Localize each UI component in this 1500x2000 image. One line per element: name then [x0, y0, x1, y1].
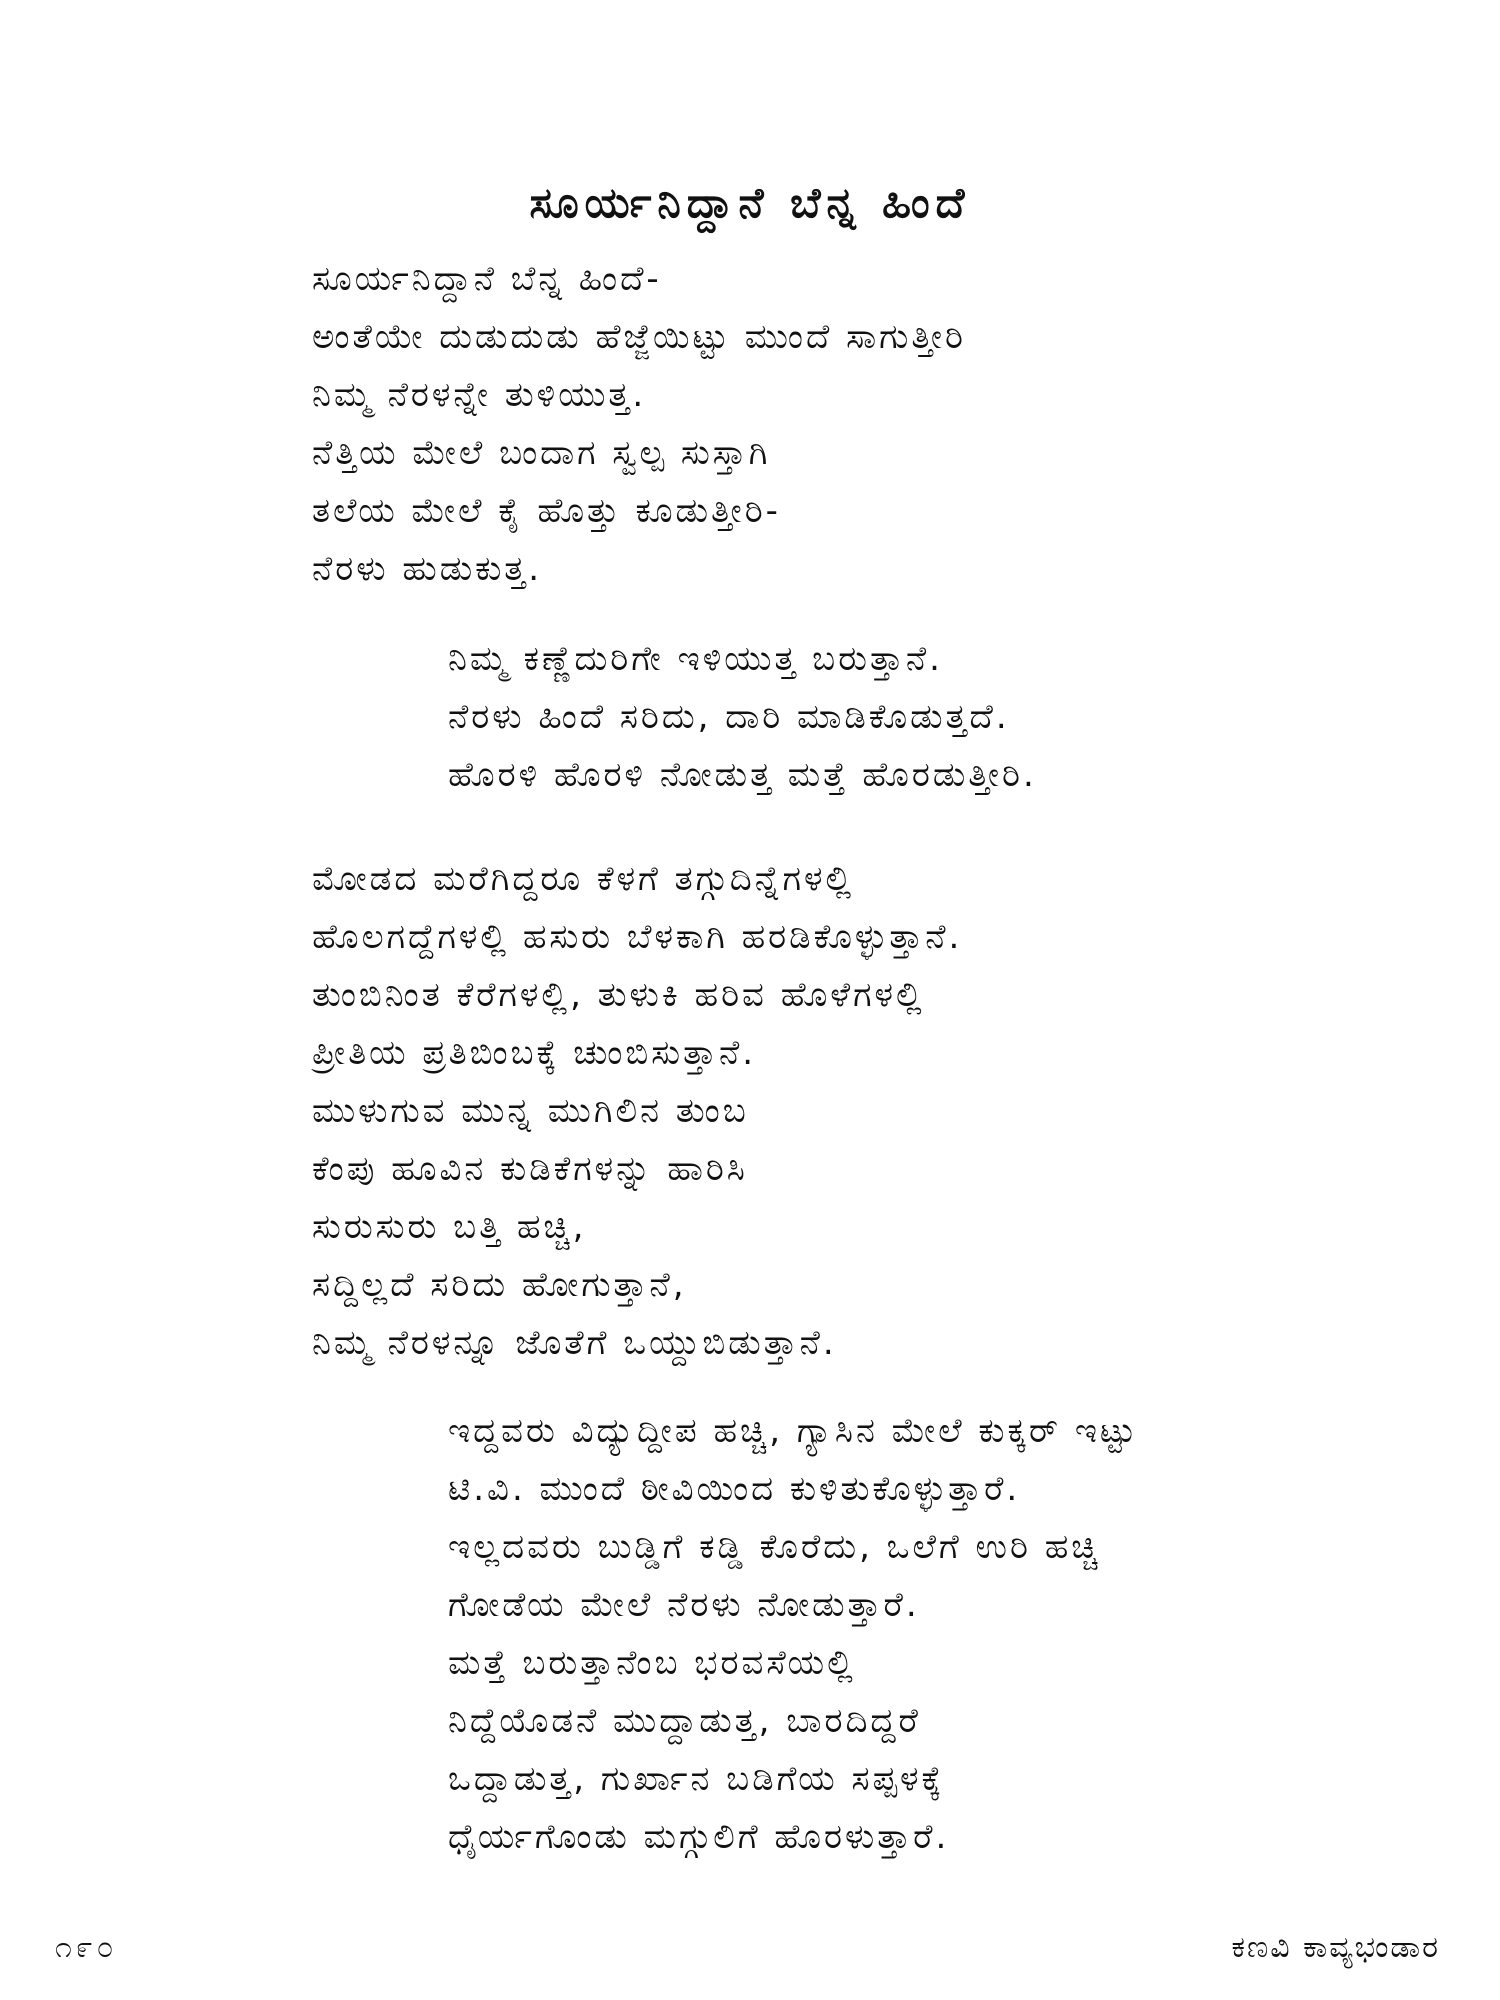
stanza: [312, 850, 962, 1372]
poem-line: ಸದ್ದಿಲ್ಲದೆ ಸರಿದು ಹೋಗುತ್ತಾನೆ,: [312, 1265, 687, 1305]
poem-line: ಗೋಡೆಯ ಮೇಲೆ ನೆರಳು ನೋಡುತ್ತಾರೆ.: [448, 1585, 920, 1625]
poem-line: ಟಿ.ವಿ. ಮುಂದೆ ಠೀವಿಯಿಂದ ಕುಳಿತುಕೊಳ್ಳುತ್ತಾರೆ.: [448, 1469, 1021, 1509]
poem-title: ಸೂರ್ಯನಿದ್ದಾನೆ ಬೆನ್ನ ಹಿಂದೆ: [529, 178, 971, 228]
poem-line: ಇಲ್ಲದವರು ಬುಡ್ಡಿಗೆ ಕಡ್ಡಿ ಕೊರೆದು, ಒಲೆಗೆ ಉರಿ ಹಚ್ಚಿ: [448, 1527, 1101, 1567]
page-number: ೧೯೦: [55, 1930, 118, 1965]
poem-line: ಮತ್ತೆ ಬರುತ್ತಾನೆಂಬ ಭರವಸೆಯಲ್ಲಿ: [448, 1643, 856, 1683]
poem-line: ನಿಮ್ಮ ನೆರಳನ್ನೂ ಜೊತೆಗೆ ಒಯ್ದುಬಿಡುತ್ತಾನೆ.: [312, 1323, 837, 1363]
stanza: [448, 630, 1037, 804]
poem-line: ಇದ್ದವರು ವಿದ್ಯುದ್ದೀಪ ಹಚ್ಚಿ, ಗ್ಯಾಸಿನ ಮೇಲೆ ಕುಕ್ಕರ್ ಇಟ್ಟು: [448, 1411, 1139, 1451]
poem-line: ತುಂಬಿನಿಂತ ಕೆರೆಗಳಲ್ಲಿ, ತುಳುಕಿ ಹರಿವ ಹೊಳೆಗಳಲ್ಲಿ: [312, 975, 925, 1015]
stanza: [448, 1402, 1138, 1866]
poem-line: ನೆರಳು ಹಿಂದೆ ಸರಿದು, ದಾರಿ ಮಾಡಿಕೊಡುತ್ತದೆ.: [448, 697, 1010, 737]
poem-line: ಅಂತೆಯೇ ದುಡುದುಡು ಹೆಜ್ಜೆಯಿಟ್ಟು ಮುಂದೆ ಸಾಗುತ್ತೀರಿ: [312, 317, 967, 357]
poem-line: ತಲೆಯ ಮೇಲೆ ಕೈ ಹೊತ್ತು ಕೂಡುತ್ತೀರಿ-: [312, 491, 781, 531]
poem-line: ಕೆಂಪು ಹೂವಿನ ಕುಡಿಕೆಗಳನ್ನು ಹಾರಿಸಿ: [312, 1149, 748, 1189]
poem-line: ಹೊರಳಿ ಹೊರಳಿ ನೋಡುತ್ತ ಮತ್ತೆ ಹೊರಡುತ್ತೀರಿ.: [448, 755, 1037, 795]
poem-line: ನಿಮ್ಮ ನೆರಳನ್ನೇ ತುಳಿಯುತ್ತ.: [312, 375, 647, 415]
poem-line: ಮೋಡದ ಮರೆಗಿದ್ದರೂ ಕೆಳಗೆ ತಗ್ಗುದಿನ್ನೆಗಳಲ್ಲಿ: [312, 859, 855, 899]
poem-line: ಸುರುಸುರು ಬತ್ತಿ ಹಚ್ಚಿ,: [312, 1207, 587, 1247]
poem-line: ನಿದ್ದೆಯೊಡನೆ ಮುದ್ದಾಡುತ್ತ, ಬಾರದಿದ್ದರೆ: [448, 1701, 921, 1741]
stanza: [312, 250, 966, 598]
poem-line: ನೆರಳು ಹುಡುಕುತ್ತ.: [312, 549, 543, 589]
poem-line: ಸೂರ್ಯನಿದ್ದಾನೆ ಬೆನ್ನ ಹಿಂದೆ-: [312, 259, 662, 299]
poem-line: ನಿಮ್ಮ ಕಣ್ಣೆದುರಿಗೇ ಇಳಿಯುತ್ತ ಬರುತ್ತಾನೆ.: [448, 639, 943, 679]
poem-line: ನೆತ್ತಿಯ ಮೇಲೆ ಬಂದಾಗ ಸ್ವಲ್ಪ ಸುಸ್ತಾಗಿ: [312, 433, 771, 473]
poem-line: ಪ್ರೀತಿಯ ಪ್ರತಿಬಿಂಬಕ್ಕೆ ಚುಂಬಿಸುತ್ತಾನೆ.: [312, 1033, 757, 1073]
book-title: ಕಣವಿ ಕಾವ್ಯಭಂಡಾರ: [1231, 1930, 1440, 1965]
poem-line: ಮುಳುಗುವ ಮುನ್ನ ಮುಗಿಲಿನ ತುಂಬ: [312, 1091, 749, 1131]
poem-line: ಹೊಲಗದ್ದೆಗಳಲ್ಲಿ ಹಸುರು ಬೆಳಕಾಗಿ ಹರಡಿಕೊಳ್ಳುತ್ತಾನೆ.: [312, 917, 963, 957]
poem-line: ಧೈರ್ಯಗೊಂಡು ಮಗ್ಗುಲಿಗೆ ಹೊರಳುತ್ತಾರೆ.: [448, 1817, 950, 1857]
poem-line: ಒದ್ದಾಡುತ್ತ, ಗುರ್ಖಾನ ಬಡಿಗೆಯ ಸಪ್ಪಳಕ್ಕೆ: [448, 1759, 945, 1799]
